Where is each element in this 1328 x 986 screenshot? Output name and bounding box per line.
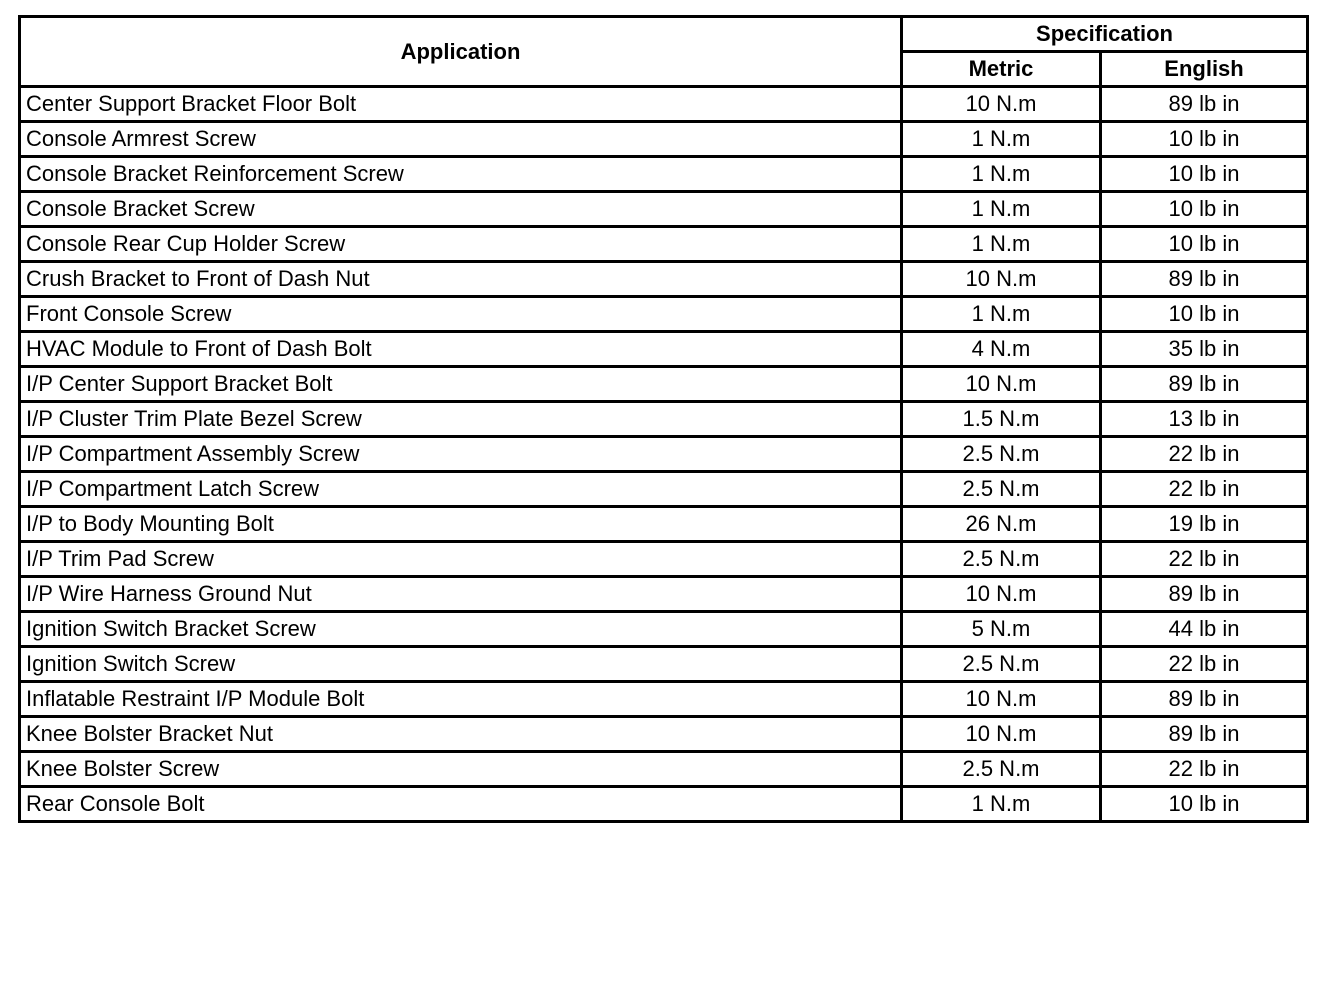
metric-cell: 2.5 N.m [902,437,1101,472]
metric-cell: 1 N.m [902,227,1101,262]
english-cell: 89 lb in [1101,262,1308,297]
application-cell: I/P Cluster Trim Plate Bezel Screw [20,402,902,437]
application-cell: HVAC Module to Front of Dash Bolt [20,332,902,367]
english-cell: 35 lb in [1101,332,1308,367]
application-cell: Crush Bracket to Front of Dash Nut [20,262,902,297]
metric-cell: 2.5 N.m [902,752,1101,787]
table-row [20,297,1308,332]
application-cell: Inflatable Restraint I/P Module Bolt [20,682,902,717]
metric-cell: 2.5 N.m [902,472,1101,507]
english-cell: 89 lb in [1101,717,1308,752]
english-cell: 10 lb in [1101,297,1308,332]
metric-cell: 10 N.m [902,682,1101,717]
table-row [20,472,1308,507]
english-cell: 13 lb in [1101,402,1308,437]
table-row [20,332,1308,367]
table-row [20,577,1308,612]
english-cell: 22 lb in [1101,647,1308,682]
english-cell: 22 lb in [1101,437,1308,472]
table-body [20,87,1308,822]
english-cell: 44 lb in [1101,612,1308,647]
english-cell: 89 lb in [1101,577,1308,612]
metric-cell: 10 N.m [902,717,1101,752]
metric-cell: 2.5 N.m [902,542,1101,577]
table-row [20,437,1308,472]
metric-cell: 1 N.m [902,122,1101,157]
table-row [20,752,1308,787]
application-cell: Ignition Switch Screw [20,647,902,682]
table-row [20,717,1308,752]
application-cell: I/P Center Support Bracket Bolt [20,367,902,402]
english-cell: 22 lb in [1101,472,1308,507]
application-cell: Console Bracket Reinforcement Screw [20,157,902,192]
application-cell: I/P Compartment Assembly Screw [20,437,902,472]
table-row [20,122,1308,157]
header-metric: Metric [902,52,1101,87]
metric-cell: 1 N.m [902,192,1101,227]
header-english: English [1101,52,1308,87]
metric-cell: 1 N.m [902,157,1101,192]
application-cell: Knee Bolster Screw [20,752,902,787]
table-row [20,787,1308,822]
table-row [20,542,1308,577]
application-cell: I/P to Body Mounting Bolt [20,507,902,542]
english-cell: 89 lb in [1101,367,1308,402]
english-cell: 10 lb in [1101,227,1308,262]
english-cell: 89 lb in [1101,682,1308,717]
english-cell: 10 lb in [1101,192,1308,227]
application-cell: Rear Console Bolt [20,787,902,822]
application-cell: Console Rear Cup Holder Screw [20,227,902,262]
table-row [20,262,1308,297]
header-row-top [20,17,1308,52]
metric-cell: 2.5 N.m [902,647,1101,682]
english-cell: 10 lb in [1101,122,1308,157]
metric-cell: 10 N.m [902,87,1101,122]
application-cell: Console Armrest Screw [20,122,902,157]
metric-cell: 10 N.m [902,367,1101,402]
table-row [20,87,1308,122]
english-cell: 19 lb in [1101,507,1308,542]
table-row [20,682,1308,717]
application-cell: I/P Wire Harness Ground Nut [20,577,902,612]
table-row [20,612,1308,647]
metric-cell: 4 N.m [902,332,1101,367]
header-application: Application [20,17,902,87]
english-cell: 10 lb in [1101,787,1308,822]
application-cell: I/P Compartment Latch Screw [20,472,902,507]
table-row [20,192,1308,227]
application-cell: Center Support Bracket Floor Bolt [20,87,902,122]
header-specification: Specification [902,17,1308,52]
table-row [20,402,1308,437]
application-cell: Knee Bolster Bracket Nut [20,717,902,752]
table-row [20,507,1308,542]
metric-cell: 26 N.m [902,507,1101,542]
table-row [20,227,1308,262]
english-cell: 22 lb in [1101,542,1308,577]
english-cell: 10 lb in [1101,157,1308,192]
metric-cell: 10 N.m [902,577,1101,612]
table-row [20,367,1308,402]
english-cell: 89 lb in [1101,87,1308,122]
metric-cell: 1 N.m [902,297,1101,332]
metric-cell: 5 N.m [902,612,1101,647]
metric-cell: 10 N.m [902,262,1101,297]
application-cell: I/P Trim Pad Screw [20,542,902,577]
application-cell: Console Bracket Screw [20,192,902,227]
metric-cell: 1 N.m [902,787,1101,822]
english-cell: 22 lb in [1101,752,1308,787]
table-row [20,647,1308,682]
application-cell: Front Console Screw [20,297,902,332]
torque-spec-table [18,15,1309,823]
metric-cell: 1.5 N.m [902,402,1101,437]
application-cell: Ignition Switch Bracket Screw [20,612,902,647]
table-row [20,157,1308,192]
